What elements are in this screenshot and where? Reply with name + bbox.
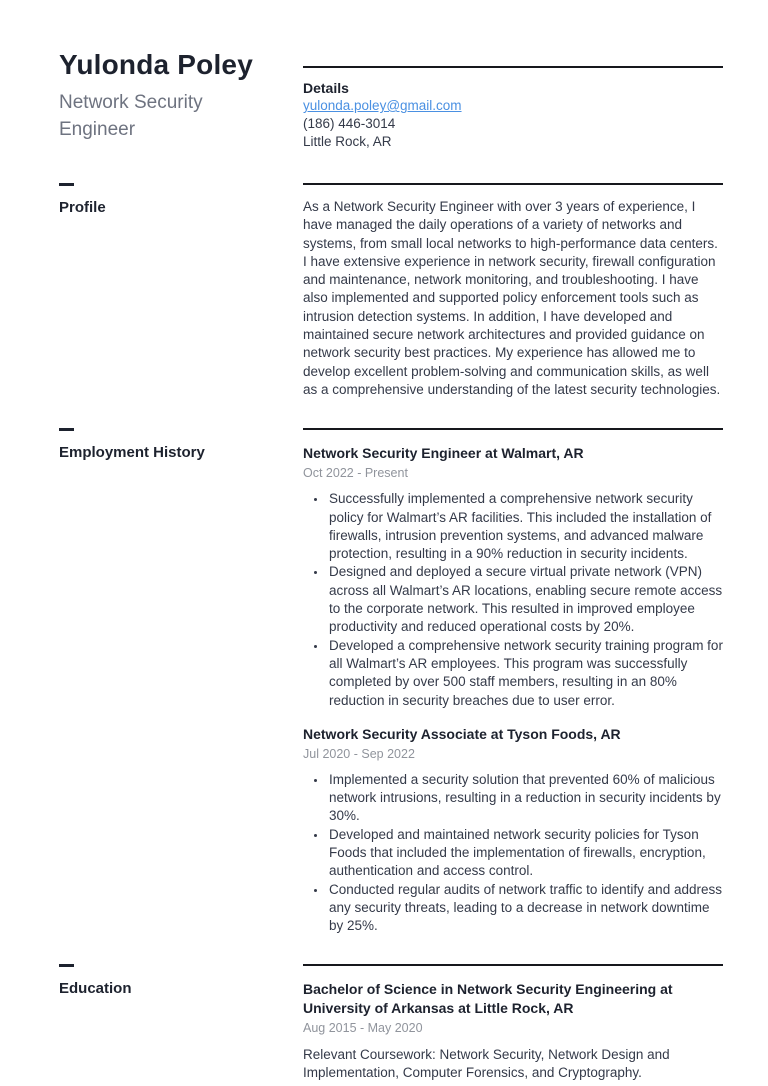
degree-description: Relevant Coursework: Network Security, Network Design and Implementation, Computer Forensics, and Cryptography. <box>303 1046 670 1080</box>
job-dates: Oct 2022 - Present <box>303 466 408 481</box>
section-dash <box>59 964 74 967</box>
header-left <box>59 48 303 144</box>
job-bullet: • Successfully implemented a comprehensive network security policy for Walmart’s AR facilities. This included the installation of firewalls, intrusion prevention systems, and advanced malware protection, resulting in a 90% reduction in security incidents. <box>327 490 723 563</box>
job-entry <box>303 725 723 936</box>
section-dash <box>59 428 74 431</box>
person-name: Yulonda Poley <box>59 49 253 80</box>
location-text: Little Rock, AR <box>303 134 392 149</box>
education-section-label: Education <box>59 979 132 997</box>
job-bullet-list <box>303 490 723 710</box>
education-section <box>59 964 723 1083</box>
person-job-title: Network Security Engineer <box>59 91 203 141</box>
header-section <box>59 48 723 151</box>
details-divider <box>303 66 723 68</box>
degree-dates: Aug 2015 - May 2020 <box>303 1020 423 1035</box>
profile-label-block <box>59 183 303 217</box>
job-dates: Jul 2020 - Sep 2022 <box>303 746 415 761</box>
job-bullet: • Developed a comprehensive network security training program for all Walmart’s AR employees. This program was successfully completed by over 500 staff members, resulting in an 80% reduction in security breaches due to user error. <box>327 637 723 710</box>
education-label-block <box>59 964 303 998</box>
employment-content <box>303 428 723 935</box>
details-heading: Details <box>303 80 349 96</box>
job-title: Network Security Engineer at Walmart, AR <box>303 445 584 462</box>
job-title: Network Security Associate at Tyson Foods, AR <box>303 725 621 742</box>
job-entry <box>303 444 723 710</box>
job-bullet: • Developed and maintained network security policies for Tyson Foods that included the implementation of firewalls, encryption, authentication and access control. <box>327 826 723 881</box>
employment-section-label: Employment History <box>59 444 205 462</box>
employment-section <box>59 428 723 935</box>
employment-label-block <box>59 428 303 462</box>
phone-number: (186) 446-3014 <box>303 116 396 131</box>
education-divider <box>303 964 723 966</box>
job-bullet-list <box>303 771 723 936</box>
education-content <box>303 964 723 1083</box>
profile-section-label: Profile <box>59 199 106 216</box>
job-bullet: • Implemented a security solution that prevented 60% of malicious network intrusions, resulting in a reduction in security incidents by 30%. <box>327 771 723 826</box>
details-block <box>303 66 723 151</box>
degree-title: Bachelor of Science in Network Security Engineering at University of Arkansas at Little Rock, AR <box>303 980 673 1016</box>
section-dash <box>59 183 74 186</box>
email-link[interactable]: yulonda.poley@gmail.com <box>303 98 462 113</box>
profile-divider <box>303 183 723 185</box>
profile-section <box>59 183 723 399</box>
employment-divider <box>303 428 723 430</box>
profile-content <box>303 183 723 399</box>
education-entry <box>303 980 723 1083</box>
profile-summary-text: As a Network Security Engineer with over 3 years of experience, I have managed the daily operations of a variety of networks and systems, from small local networks to high-performance data centers. I have extensive experience in network security, firewall configuration and maintenance, network monitoring, and troubleshooting. I have also implemented and supported policy enforcement tools such as intrusion detection systems. In addition, I have developed and maintained secure network architectures and provided guidance on network security best practices. My experience has allowed me to develop excellent problem-solving and communication skills, as well as a comprehensive understanding of the latest security technologies. <box>303 199 721 397</box>
job-bullet: • Conducted regular audits of network traffic to identify and address any security threats, leading to a decrease in network downtime by 25%. <box>327 881 723 936</box>
job-bullet: • Designed and deployed a secure virtual private network (VPN) across all Walmart’s AR locations, enabling secure remote access to the corporate network. This resulted in improved employee productivity and reduced operational costs by 20%. <box>327 563 723 636</box>
